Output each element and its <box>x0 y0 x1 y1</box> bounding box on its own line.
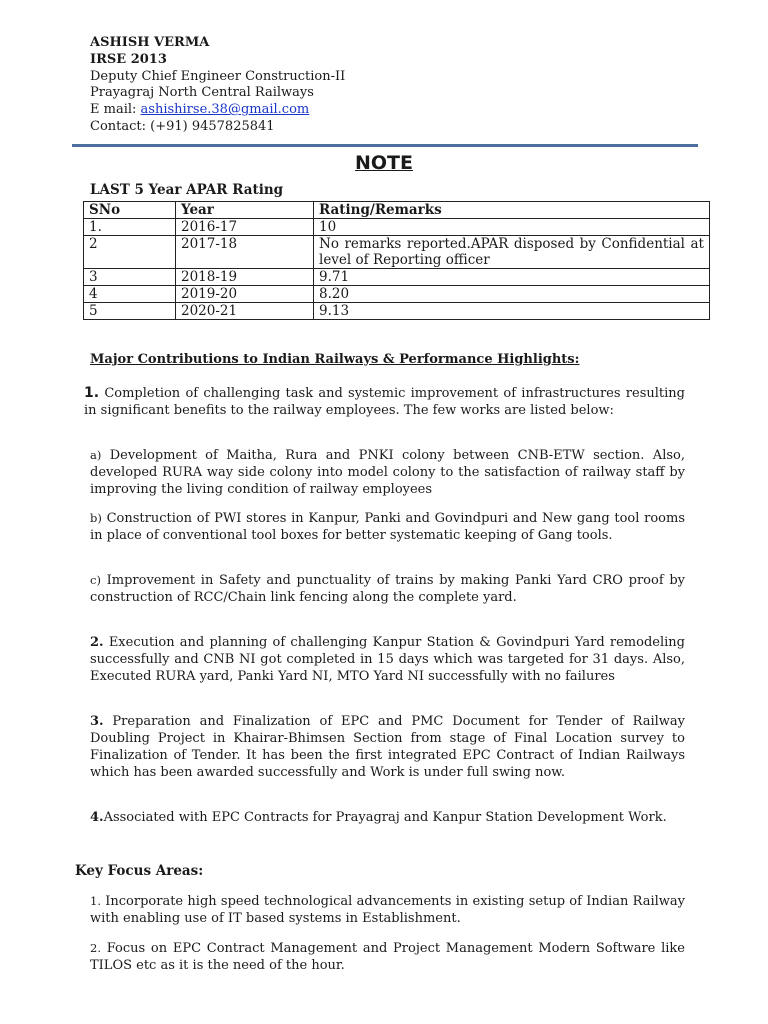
apar-cell-rating: No remarks reported.APAR disposed by Confidential at level of Reporting officer <box>314 236 710 269</box>
apar-cell-rating: 9.71 <box>314 269 710 286</box>
apar-cell-year: 2019-20 <box>176 286 314 303</box>
contribution-item-4 <box>90 809 685 826</box>
contribution-item-2 <box>90 634 685 685</box>
item-label: c) <box>90 573 101 587</box>
email-link[interactable]: ashishirse.38@gmail.com <box>140 102 310 118</box>
item-number: 1. <box>90 894 101 908</box>
item-label: b) <box>90 511 102 525</box>
item-number: 4. <box>90 810 104 825</box>
apar-title: LAST 5 Year APAR Rating <box>90 182 284 198</box>
author-service: IRSE 2013 <box>90 51 167 67</box>
apar-cell-rating: 10 <box>314 219 710 236</box>
item-text: Completion of challenging task and systemic improvement of infrastructures resulting in significant benefits to the railway employees. The few works are listed below: <box>84 386 685 418</box>
item-text: Development of Maitha, Rura and PNKI colony between CNB-ETW section. Also, developed RURA way side colony into model colony to the satisfaction of railway staff by improving the living condition of railway employees <box>90 448 685 497</box>
contribution-item-b <box>90 510 685 544</box>
apar-table <box>83 201 710 320</box>
author-organization: Prayagraj North Central Railways <box>90 85 314 101</box>
contribution-item-3 <box>90 713 685 781</box>
contribution-item-a <box>90 447 685 498</box>
item-label: a) <box>90 448 102 462</box>
contribution-item-1 <box>84 385 685 419</box>
apar-cell-sno: 1. <box>84 219 176 236</box>
table-row <box>84 303 710 320</box>
table-row <box>84 286 710 303</box>
email-line <box>90 102 345 119</box>
apar-cell-rating: 9.13 <box>314 303 710 320</box>
apar-col-year: Year <box>176 202 314 219</box>
key-focus-item-2 <box>90 940 685 974</box>
author-designation: Deputy Chief Engineer Construction-II <box>90 68 346 84</box>
item-number: 2. <box>90 635 104 650</box>
apar-col-sno: SNo <box>84 202 176 219</box>
apar-cell-year: 2020-21 <box>176 303 314 320</box>
item-number: 3. <box>90 714 104 729</box>
apar-cell-sno: 2 <box>84 236 176 269</box>
apar-cell-year: 2017-18 <box>176 236 314 269</box>
table-row <box>84 269 710 286</box>
apar-cell-year: 2018-19 <box>176 269 314 286</box>
note-title: NOTE <box>355 152 413 174</box>
header-divider <box>72 144 698 147</box>
contribution-item-c <box>90 572 685 606</box>
apar-cell-sno: 4 <box>84 286 176 303</box>
contact-line: Contact: (+91) 9457825841 <box>90 118 275 134</box>
item-text: Improvement in Safety and punctuality of trains by making Panki Yard CRO proof by construction of RCC/Chain link fencing along the complete yard. <box>90 573 685 605</box>
item-text: Preparation and Finalization of EPC and PMC Document for Tender of Railway Doubling Project in Khairar-Bhimsen Section from stage of Final Location survey to Finalization of Tender. It has been the first integrated EPC Contract of Indian Railways which has been awarded successfully and Work is under full swing now. <box>90 714 685 780</box>
apar-cell-year: 2016-17 <box>176 219 314 236</box>
key-focus-heading: Key Focus Areas: <box>75 863 204 879</box>
item-text: Focus on EPC Contract Management and Project Management Modern Software like TILOS etc as it is the need of the hour. <box>90 941 685 973</box>
item-text: Execution and planning of challenging Kanpur Station & Govindpuri Yard remodeling successfully and CNB NI got completed in 15 days which was targeted for 31 days. Also, Executed RURA yard, Panki Yard NI, MTO Yard NI successfully with no failures <box>90 635 685 684</box>
table-row <box>84 236 710 269</box>
table-row <box>84 219 710 236</box>
item-text: Associated with EPC Contracts for Prayagraj and Kanpur Station Development Work. <box>103 810 667 825</box>
apar-cell-sno: 3 <box>84 269 176 286</box>
author-name: ASHISH VERMA <box>90 35 210 50</box>
apar-cell-rating: 8.20 <box>314 286 710 303</box>
item-number: 1. <box>84 385 100 401</box>
item-number: 2. <box>90 941 101 955</box>
apar-cell-sno: 5 <box>84 303 176 320</box>
author-header <box>90 35 345 136</box>
email-label: E mail: <box>90 102 141 118</box>
key-focus-item-1 <box>90 893 685 927</box>
apar-header-row <box>84 202 710 219</box>
apar-col-rating: Rating/Remarks <box>314 202 710 219</box>
item-text: Incorporate high speed technological advancements in existing setup of Indian Railway with enabling use of IT based systems in Establishment. <box>90 894 685 926</box>
item-text: Construction of PWI stores in Kanpur, Panki and Govindpuri and New gang tool rooms in place of conventional tool boxes for better systematic keeping of Gang tools. <box>90 511 685 543</box>
major-contributions-heading: Major Contributions to Indian Railways & Performance Highlights: <box>90 352 580 367</box>
